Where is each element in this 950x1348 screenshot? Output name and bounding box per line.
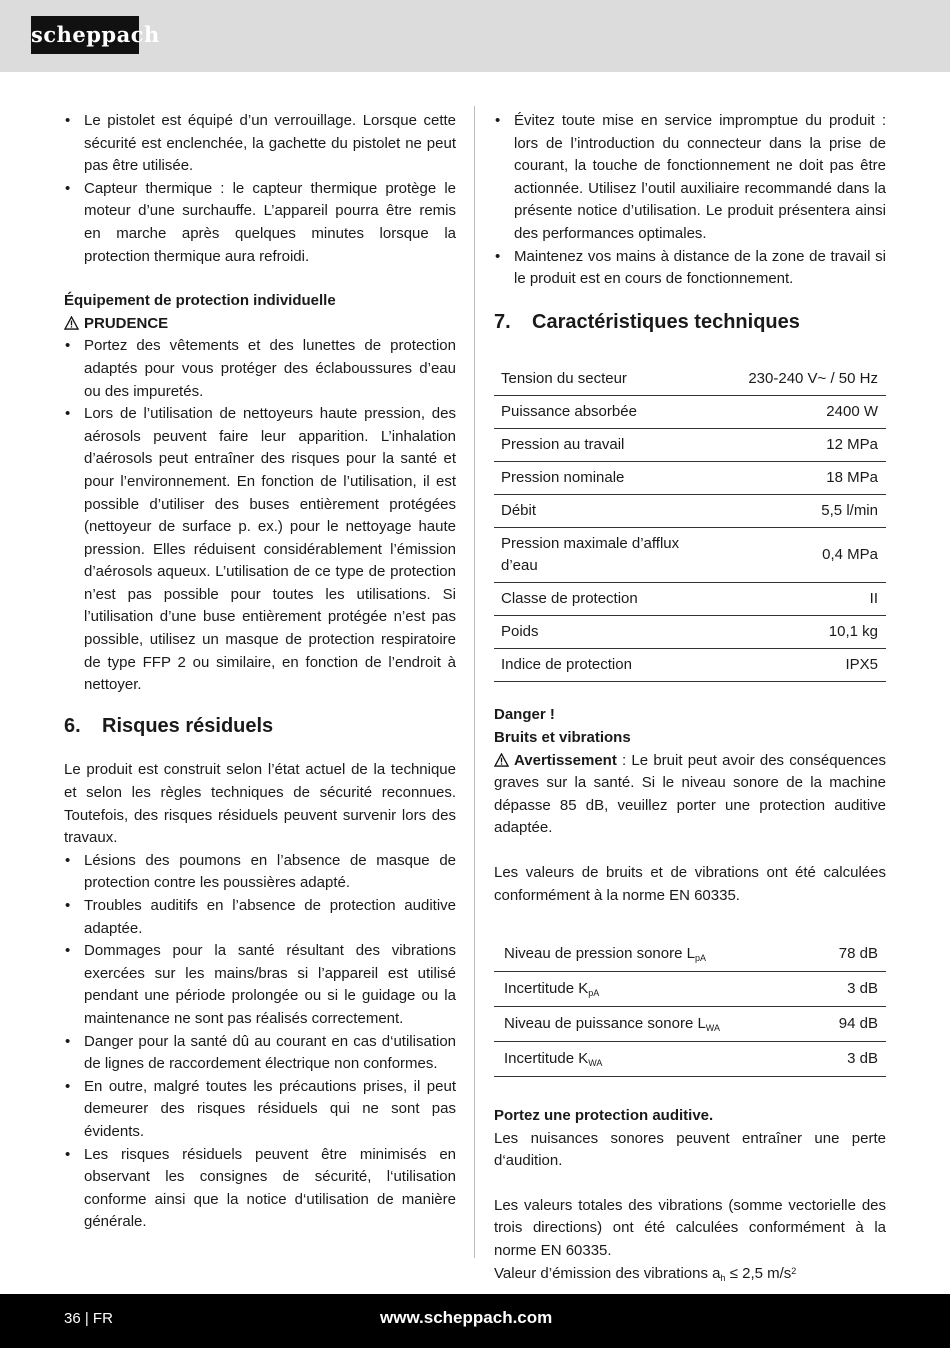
right-column <box>494 110 886 1285</box>
website-url: www.scheppach.com <box>380 1308 553 1327</box>
ppe-heading: Équipement de protection individuelle <box>64 292 336 310</box>
brand-logo: scheppach <box>31 16 139 54</box>
section-7-heading: 7. Caractéristiques techniques <box>494 310 800 333</box>
specs-table <box>494 363 886 682</box>
table-row: Indice de protection IPX5 <box>494 649 886 682</box>
hearing-heading: Portez une protection auditive. <box>494 1107 714 1125</box>
list-item: • Maintenez vos mains à distance de la zone de travail si le produit est en cours de fonctionnement. <box>494 246 886 291</box>
section-6-intro: Le produit est construit selon l’état actuel de la technique et selon les règles techniques de sécurité reconnues. Toutefois, des risques résiduels peuvent survenir lors des travaux. <box>64 761 456 847</box>
page-footer <box>0 1294 950 1348</box>
page-header <box>0 0 950 72</box>
table-row: Pression nominale 18 MPa <box>494 462 886 495</box>
table-row: Débit 5,5 l/min <box>494 495 886 528</box>
section-6-heading: 6. Risques résiduels <box>64 714 274 737</box>
table-row: Poids 10,1 kg <box>494 616 886 649</box>
list-item: • Les risques résiduels peuvent être minimisés en observant les consignes de sécurité, l‘utilisation conforme ainsi que la notice d‘utilisation de manière générale. <box>64 1144 456 1234</box>
page-number: 36 | FR <box>64 1310 113 1327</box>
list-item: • Dommages pour la santé résultant des vibrations exercées sur les mains/bras si l’appareil est utilisé pendant une période prolongée ou si le guidage ou la maintenance ne sont pas réalisés correctement. <box>64 940 456 1030</box>
table-row: Incertitude $K_{pA}$ 3 dB <box>494 972 886 1007</box>
list-item: • Troubles auditifs en l’absence de protection auditive adaptée. <box>64 895 456 940</box>
table-row: Classe de protection II <box>494 583 886 616</box>
table-row: Tension du secteur 230-240 V~ / 50 Hz <box>494 363 886 396</box>
caution-label: PRUDENCE <box>64 313 456 336</box>
table-row: Niveau de puissance sonore $L_{WA}$ 94 dB <box>494 1007 886 1042</box>
danger-heading: Danger ! <box>494 706 555 724</box>
ppe-list <box>64 335 456 697</box>
intro-list <box>494 110 886 291</box>
table-row: Niveau de pression sonore $L_{pA}$ 78 dB <box>494 937 886 972</box>
noise-table <box>494 937 886 1077</box>
table-row: Puissance absorbée 2400 W <box>494 396 886 429</box>
column-divider <box>474 106 475 1258</box>
warning-triangle-icon <box>494 753 509 767</box>
list-item: • Portez des vêtements et des lunettes de protection adaptés pour vous protéger des éclaboussures d’eau ou des impuretés. <box>64 335 456 403</box>
table-row: Incertitude $K_{WA}$ 3 dB <box>494 1042 886 1077</box>
table-row: Pression maximale d’afflux d’eau 0,4 MPa <box>494 528 886 583</box>
noise-intro: Les valeurs de bruits et de vibrations ont été calculées conformément à la norme EN 60335. <box>494 863 886 904</box>
list-item: • Lors de l’utilisation de nettoyeurs haute pression, des aérosols peuvent faire leur apparition. L’inhalation d’aérosols peut entraîner des risques pour la santé et pour l’environnement. En fonction de l’utilisation, il est possible d’utiliser des buses entièrement protégées (nettoyeur de surface p. ex.) pour le nettoyage haute pression. Elles réduisent considérablement l’émission d’aérosols aqueux. L’utilisation de ce type de protection n’est pas possible pour toutes les utilisations. Si l’utilisation d’une buse entièrement protégée n’est pas possible, utilisez un masque de protection respiratoire de type FFP 2 ou similaire, en fonction de l’endroit à nettoyer. <box>64 403 456 697</box>
hearing-text: Les nuisances sonores peuvent entraîner une perte d‘audition. <box>494 1129 886 1170</box>
vibration-value: Valeur d’émission des vibrations $a_h \le 2,5$ $m/s^2$ <box>494 1264 797 1283</box>
list-item: • Évitez toute mise en service impromptue du produit : lors de l’introduction du connecteur dans la prise de courant, la touche de fonctionnement ne doit pas être actionnée. Utilisez l’outil auxiliaire recommandé dans la présente notice d’utilisation. Le produit présentera ainsi des performances optimales. <box>494 110 886 246</box>
list-item: • Le pistolet est équipé d’un verrouillage. Lorsque cette sécurité est enclenchée, la gachette du pistolet ne peut pas être utilisée. <box>64 110 456 178</box>
noise-heading: Bruits et vibrations <box>494 728 631 746</box>
list-item: • Danger pour la santé dû au courant en cas d‘utilisation de lignes de raccordement électrique non conformes. <box>64 1031 456 1076</box>
vibration-text: Les valeurs totales des vibrations (somme vectorielle des trois directions) ont été calculées conformément à la norme EN 60335. <box>494 1196 886 1260</box>
intro-list <box>64 110 456 268</box>
warning-triangle-icon <box>64 316 79 330</box>
table-row: Pression au travail 12 MPa <box>494 429 886 462</box>
warning-paragraph: Avertissement : Le bruit peut avoir des conséquences graves sur la santé. Si le niveau sonore de la machine dépasse 85 dB, veuillez porter une protection auditive adaptée. <box>494 751 886 837</box>
left-column <box>64 110 456 1234</box>
list-item: • En outre, malgré toutes les précautions prises, il peut demeurer des risques résiduels qui ne sont pas évidents. <box>64 1076 456 1144</box>
list-item: • Lésions des poumons en l’absence de masque de protection contre les poussières adapté. <box>64 850 456 895</box>
list-item: • Capteur thermique : le capteur thermique protège le moteur d’une surchauffe. L’appareil pourra être remis en marche après quelques minutes lorsque la protection thermique aura refroidi. <box>64 178 456 268</box>
risk-list <box>64 850 456 1234</box>
